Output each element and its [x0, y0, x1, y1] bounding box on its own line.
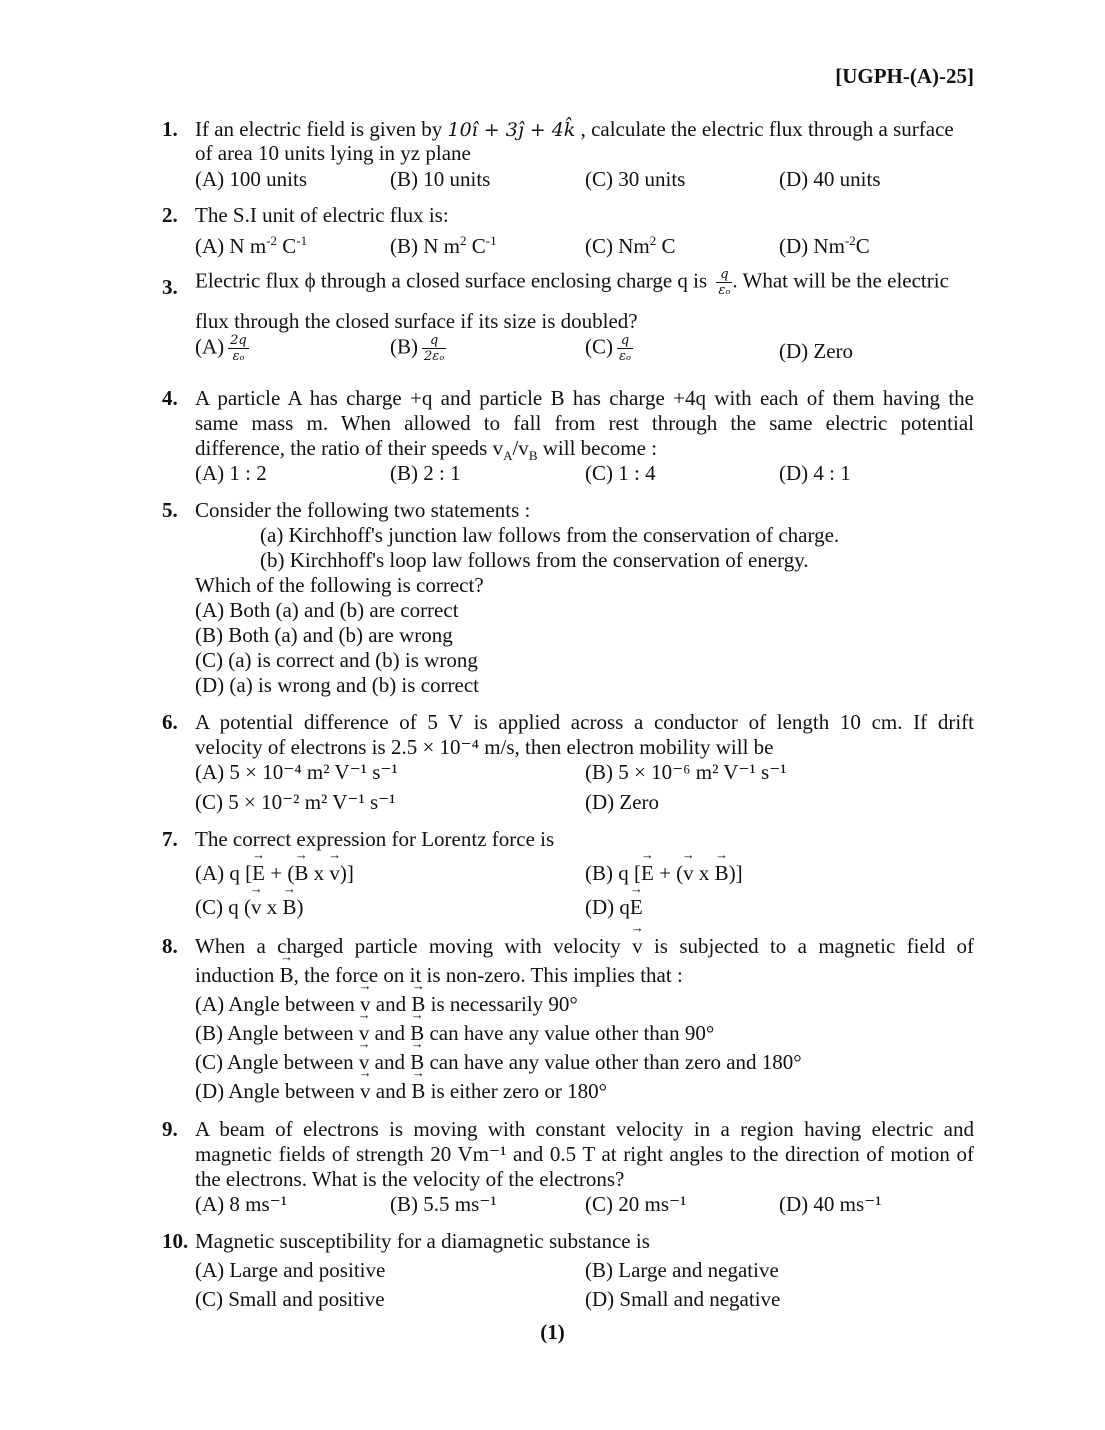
option-b: (B) $\frac{q}{\text{2εₒ}}$	[390, 333, 445, 364]
question-number: 4.	[162, 386, 178, 410]
option-c: (C) 20 ms⁻¹	[585, 1192, 687, 1216]
question-text: same mass m. When allowed to fall from rest through the same electric potential	[195, 411, 974, 435]
question-text: magnetic fields of strength 20 Vm⁻¹ and 0.5 T at right angles to the direction of motion of	[195, 1142, 974, 1166]
option-a: (A) 100 units	[195, 167, 307, 191]
question-text: Electric flux ϕ through a closed surface enclosing charge q is $\frac{q}{\text{εₒ}}$ . What will be the electric	[195, 267, 949, 298]
option-c: (C) (a) is correct and (b) is wrong	[195, 648, 478, 672]
page-number: (1)	[540, 1320, 565, 1344]
option-a: (A) q [→ E + (→ B x → v)]	[195, 861, 354, 886]
statement-a: (a) Kirchhoff's junction law follows from the conservation of charge.	[260, 523, 840, 547]
option-a: (A) 8 ms⁻¹	[195, 1192, 288, 1216]
option-d: (D) $Nm^{-2}C$	[779, 233, 870, 258]
question-text: velocity of electrons is 2.5 × 10⁻⁴ m/s, then electron mobility will be	[195, 735, 774, 759]
question-number: 2.	[162, 203, 178, 227]
option-c: (C) 30 units	[585, 167, 686, 191]
option-a: (A) $\frac{2q}{\text{εₒ}}$	[195, 333, 247, 364]
paper-code: [UGPH-(A)-25]	[835, 64, 974, 88]
question-text: difference, the ratio of their speeds $v_A/v_B$ will become :	[195, 436, 658, 464]
option-b: (B) q [→ E + (→ v x → B)]	[585, 861, 743, 886]
option-c: (C) q (→ v x → B)	[195, 895, 304, 920]
question-text: flux through the closed surface if its size is doubled?	[195, 309, 638, 333]
option-d: (D) 4 : 1	[779, 461, 851, 485]
question-text: Which of the following is correct?	[195, 573, 484, 597]
option-c: (C) Angle between → v and → B can have any value other than zero and 180°	[195, 1050, 802, 1075]
question-text: induction → B, the force on it is non-zero. This implies that :	[195, 963, 683, 988]
option-a: (A) Angle between → v and → B is necessarily 90°	[195, 992, 578, 1017]
question-number: 5.	[162, 498, 178, 522]
option-b: (B) 10 units	[390, 167, 491, 191]
question-text: If an electric field is given by 10î + 3ĵ + 4k̂ , calculate the electric flux through a surface	[195, 117, 954, 141]
option-c: (C) 5 × 10⁻² m² V⁻¹ s⁻¹	[195, 790, 396, 814]
option-a: (A) 5 × 10⁻⁴ m² V⁻¹ s⁻¹	[195, 760, 398, 784]
question-text: The correct expression for Lorentz force is	[195, 827, 555, 851]
option-c: (C) Nm$^2$ C	[585, 233, 676, 258]
fraction: $\frac{q}{\text{εₒ}}$	[718, 267, 731, 298]
option-b: (B) Both (a) and (b) are wrong	[195, 623, 453, 647]
option-b: (B) N $m^2$ $C^{-1}$	[390, 233, 497, 258]
option-d: (D) Angle between → v and → B is either zero or 180°	[195, 1079, 607, 1104]
question-number: 6.	[162, 710, 178, 734]
question-number: 7.	[162, 827, 178, 851]
option-b: (B) Large and negative	[585, 1258, 779, 1282]
question-number: 3.	[162, 275, 178, 299]
option-c: (C) $\frac{q}{\text{εₒ}}$	[585, 333, 631, 364]
question-text: A particle A has charge +q and particle B has charge +4q with each of them having the	[195, 386, 974, 410]
question-text: A beam of electrons is moving with constant velocity in a region having electric and	[195, 1117, 974, 1141]
option-d: (D) 40 ms⁻¹	[779, 1192, 882, 1216]
option-b: (B) 5.5 ms⁻¹	[390, 1192, 497, 1216]
option-b: (B) Angle between → v and → B can have any value other than 90°	[195, 1021, 714, 1046]
option-b: (B) 5 × 10⁻⁶ m² V⁻¹ s⁻¹	[585, 760, 787, 784]
question-number: 1.	[162, 117, 178, 141]
option-c: (C) 1 : 4	[585, 461, 656, 485]
option-c: (C) Small and positive	[195, 1287, 385, 1311]
option-a: (A) 1 : 2	[195, 461, 267, 485]
statement-b: (b) Kirchhoff's loop law follows from the conservation of energy.	[260, 548, 809, 572]
question-text: of area 10 units lying in yz plane	[195, 141, 471, 165]
question-text: the electrons. What is the velocity of the electrons?	[195, 1167, 625, 1191]
option-d: (D) Small and negative	[585, 1287, 781, 1311]
question-text: Consider the following two statements :	[195, 498, 531, 522]
question-number: 9.	[162, 1117, 178, 1141]
option-d: (D) 40 units	[779, 167, 881, 191]
question-number: 10.	[162, 1229, 189, 1253]
question-number: 8.	[162, 934, 178, 958]
question-text: A potential difference of 5 V is applied across a conductor of length 10 cm. If drift	[195, 710, 974, 734]
option-a: (A) Large and positive	[195, 1258, 386, 1282]
option-d: (D) Zero	[779, 339, 854, 363]
option-a: (A) Both (a) and (b) are correct	[195, 598, 459, 622]
option-d: (D) (a) is wrong and (b) is correct	[195, 673, 479, 697]
question-text: When a charged particle moving with velocity → v is subjected to a magnetic field of	[195, 934, 974, 959]
option-a: (A) N $m^{-2}$ $C^{-1}$	[195, 233, 308, 258]
option-d: (D) q→ E	[585, 895, 643, 920]
option-d: (D) Zero	[585, 790, 660, 814]
option-b: (B) 2 : 1	[390, 461, 461, 485]
question-text: Magnetic susceptibility for a diamagnetic substance is	[195, 1229, 650, 1253]
question-text: The S.I unit of electric flux is:	[195, 203, 449, 227]
